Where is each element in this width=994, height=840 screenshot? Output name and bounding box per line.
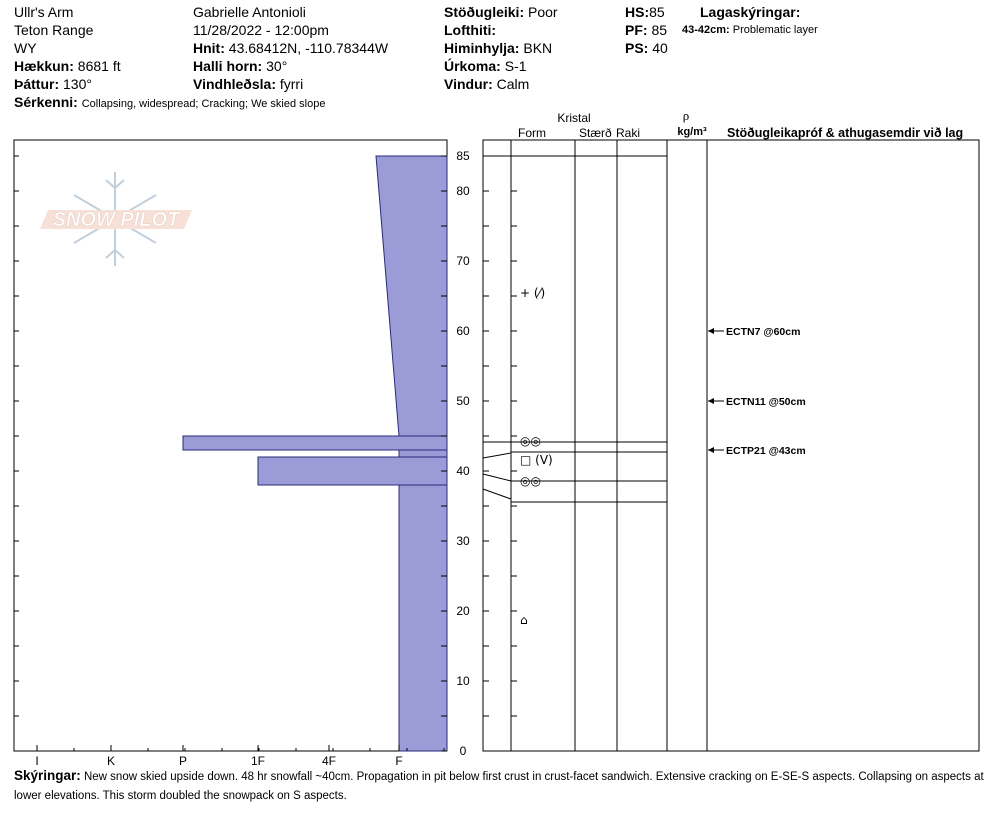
hs-label: HS: [625, 4, 650, 20]
crystal-symbols [520, 286, 553, 627]
header-moisture: Raki [616, 126, 641, 140]
test-arrow-head-2 [708, 447, 714, 453]
logo-text: SNOW PILOT [52, 209, 180, 231]
test-label-1: ECTN11 @50cm [726, 396, 806, 408]
y-tick-label-70: 70 [456, 254, 470, 268]
stability-label: Stöðugleiki: [444, 4, 525, 20]
wind-value: Calm [496, 76, 530, 92]
x-tick-label-F: F [395, 754, 403, 768]
header-kristal: Kristal [557, 111, 591, 125]
crystal-symbol-3: ◎◎ [520, 474, 541, 488]
elevation-value: 8681 ft [77, 58, 121, 74]
air-temp-label: Lofthiti: [444, 22, 497, 38]
hardness-layer-4 [376, 156, 447, 436]
slope-value: 30° [266, 58, 288, 74]
observer-name: Gabrielle Antonioli [193, 4, 306, 20]
stability-value: Poor [528, 4, 558, 20]
layer-legend-desc: Problematic layer [732, 24, 818, 36]
wind-loading-value: fyrri [279, 76, 304, 92]
hardness-layer-0 [399, 485, 447, 751]
location-name: Ullr's Arm [14, 4, 74, 20]
sky-label: Himinhylja: [444, 40, 520, 56]
range-name: Teton Range [14, 22, 94, 38]
header-rho: ρ [682, 108, 690, 123]
x-tick-label-K: K [106, 754, 116, 768]
wind-label: Vindur: [444, 76, 493, 92]
wind-loading-label: Vindhleðsla: [193, 76, 276, 92]
comments-section [14, 766, 994, 806]
precip-value: S-1 [504, 58, 527, 74]
y-tick-label-10: 10 [456, 674, 470, 688]
y-tick-label-30: 30 [456, 534, 470, 548]
crystal-symbol-2: □ (V) [520, 453, 553, 467]
y-tick-label-0: 0 [459, 744, 467, 758]
hardness-profile [183, 156, 447, 751]
test-label-0: ECTN7 @60cm [726, 326, 801, 338]
stability-tests [708, 326, 806, 457]
hardness-layer-2 [399, 450, 447, 457]
snowpilot-logo [40, 172, 192, 266]
hardness-layer-1 [258, 457, 447, 485]
sky-value: BKN [523, 40, 553, 56]
crystal-symbol-4: ⌂ [520, 613, 528, 627]
test-label-2: ECTP21 @43cm [726, 445, 806, 457]
y-tick-label-50: 50 [456, 394, 470, 408]
hs-value: 85 [649, 4, 665, 20]
hardness-layer-3 [183, 436, 447, 450]
header-density-unit: kg/m³ [677, 126, 707, 138]
elevation-label: Hækkun: [14, 58, 74, 74]
header-comments: Stöðugleikapróf & athugasemdir við lag [727, 126, 964, 140]
layer-legend-title: Lagaskýringar: [700, 4, 801, 20]
y-tick-label-20: 20 [456, 604, 470, 618]
aspect-label: Þáttur: [14, 76, 60, 92]
y-tick-label-60: 60 [456, 324, 470, 338]
comments-label: Skýringar: [14, 768, 81, 783]
coords-value: 43.68412N, -110.78344W [228, 40, 389, 56]
y-tick-label-85: 85 [456, 149, 470, 163]
header-size: Stærð [579, 126, 612, 140]
features-value: Collapsing, widespread; Cracking; We skied slope [81, 98, 326, 110]
x-tick-label-4F: 4F [321, 754, 337, 768]
crystal-symbol-0: + (⁄) [520, 286, 546, 300]
x-tick-label-1F: 1F [250, 754, 266, 768]
pf-label: PF: [625, 22, 648, 38]
x-tick-label-P: P [178, 754, 188, 768]
comments-text: New snow skied upside down. 48 hr snowfall ~40cm. Propagation in pit below first crust in crust-facet sandwich. Extensive cracking on E-SE-S aspects. Collapsing on aspects at lower elevations. This storm doubled the snowpack on S aspects. [14, 771, 984, 802]
pf-value: 85 [651, 22, 668, 38]
ps-label: PS: [625, 40, 649, 56]
coords-label: Hnit: [193, 40, 225, 56]
test-arrow-head-0 [708, 328, 714, 334]
state-name: WY [14, 40, 37, 56]
layer-legend-range: 43-42cm: [682, 24, 730, 36]
y-tick-label-40: 40 [456, 464, 470, 478]
observation-datetime: 11/28/2022 - 12:00pm [193, 22, 329, 38]
slope-label: Halli horn: [193, 58, 263, 74]
ps-value: 40 [652, 40, 668, 56]
features-label: Sérkenni: [14, 94, 78, 110]
header-form: Form [518, 126, 546, 140]
test-arrow-head-1 [708, 398, 714, 404]
x-tick-label-I: I [35, 754, 39, 768]
y-tick-label-80: 80 [456, 184, 470, 198]
crystal-symbol-1: ◎◎ [520, 434, 541, 448]
hardness-axis [35, 745, 444, 768]
aspect-value: 130° [63, 76, 92, 92]
precip-label: Úrkoma: [444, 58, 501, 74]
